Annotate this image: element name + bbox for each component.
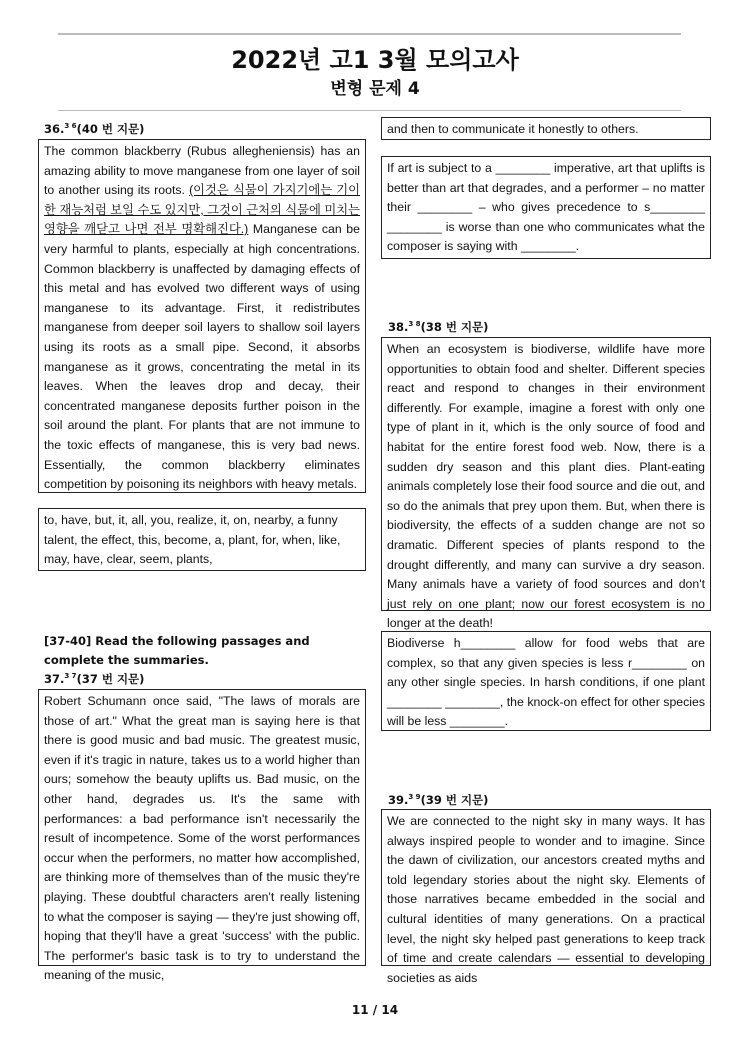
q37-label: 37.$^{3 7}$(37 번 지문) [44, 672, 145, 686]
top-rule [58, 33, 681, 35]
q37-passage-continued: and then to communicate it honestly to others. [381, 117, 711, 140]
page-number: 11 / 14 [351, 1003, 399, 1017]
q36-word-bank: to, have, but, it, all, you, realize, it, on, nearby, a funny talent, the effect, this, become, a, plant, for, when, like, may, have, clear, seem, plants, [38, 508, 366, 571]
section-instructions: [37-40] Read the following passages and complete the summaries. [44, 634, 310, 667]
q38-label: 38.$^{3 8}$(38 번 지문) [388, 320, 489, 334]
q38-summary: Biodiverse h________ allow for food webs that are complex, so that any given species is less r________ on any other single species. In harsh conditions, if one plant ________ ________, the knock-on effect for other species will be less ________. [381, 631, 711, 731]
q39-label: 39.$^{3 9}$(39 번 지문) [388, 793, 489, 807]
q37-summary: If art is subject to a ________ imperative, art that uplifts is better than art that degrades, and a performer – no matter their ________ – who gives precedence to s________ ________ is worse than one who communicates what the composer is saying with ________. [381, 156, 711, 259]
korean-underlined-sentence: (이것은 식물이 가지기에는 기이한 재능처럼 보일 수도 있지만, 그것이 근처의 식물에 미치는 영향을 깨닫고 나면 전부 명확해진다.) [44, 183, 360, 237]
q36-label: 36.$^{3 6}$(40 번 지문) [44, 122, 145, 136]
q38-passage: When an ecosystem is biodiverse, wildlife have more opportunities to obtain food and shelter. Different species react and respond to changes in their environment differently. For example, imagine a forest with only one type of plant in it, which is the only source of food and habitat for the entire forest food web. Now, there is a sudden dry season and this plant dies. Plant-eating animals completely lose their food source and die out, and so do the animals that prey upon them. But, when there is biodiversity, the effects of a sudden change are not so dramatic. Different species of plants respond to the drought differently, and many can survive a dry season. Many animals have a variety of food sources and don't just rely on one plant; now our forest ecosystem is no longer at the death! [381, 337, 711, 611]
q39-passage: We are connected to the night sky in many ways. It has always inspired people to wonder and to imagine. Since the dawn of civilization, our ancestors created myths and told legendary stories about the night sky. Elements of those narratives became embedded in the social and cultural identities of many generations. On a practical level, the night sky helped past generations to keep track of time and create calendars — essential to developing societies as aids [381, 809, 711, 966]
q36-passage: The common blackberry (Rubus allegheniensis) has an amazing ability to move manganese from one layer of soil to another using its roots. (이것은 식물이 가지기에는 기이한 재능처럼 보일 수도 있지만, 그것이 근처의 식물에 미치는 영향을 깨닫고 나면 전부 명확해진다.) Manganese can be very harmful to plants, especially at high concentrations. Common blackberry is unaffected by damaging effects of this metal and has evolved two different ways of using manganese to its advantage. First, it redistributes manganese from deeper soil layers to shallow soil layers using its roots as a small pipe. Second, it absorbs manganese as it grows, concentrating the metal in its leaves. When the leaves drop and decay, their concentrated manganese deposits further poison in the soil around the plant. For plants that are not immune to the toxic effects of manganese, this is very bad news. Essentially, the common blackberry eliminates competition by poisoning its neighbors with heavy metals. [38, 139, 366, 493]
page-subtitle: 변형 문제 4 [330, 79, 420, 99]
header-rule [58, 110, 681, 111]
page-title: 2022년 고1 3월 모의고사 [231, 46, 519, 74]
q37-passage: Robert Schumann once said, "The laws of morals are those of art." What the great man is saying here is that there is good music and bad music. The greatest music, even if it's tragic in nature, takes us to a world higher than ours; somehow the beauty uplifts us. Bad music, on the other hand, degrades us. It's the same with performances: a bad performance isn't necessarily the result of incompetence. Some of the worst performances occur when the performers, no matter how accomplished, are thinking more of themselves than of the music they're playing. These doubtful characters aren't really listening to what the composer is saying — they're just showing off, hoping that they'll have a great 'success' with the public. The performer's basic task is to try to understand the meaning of the music, [38, 689, 366, 966]
